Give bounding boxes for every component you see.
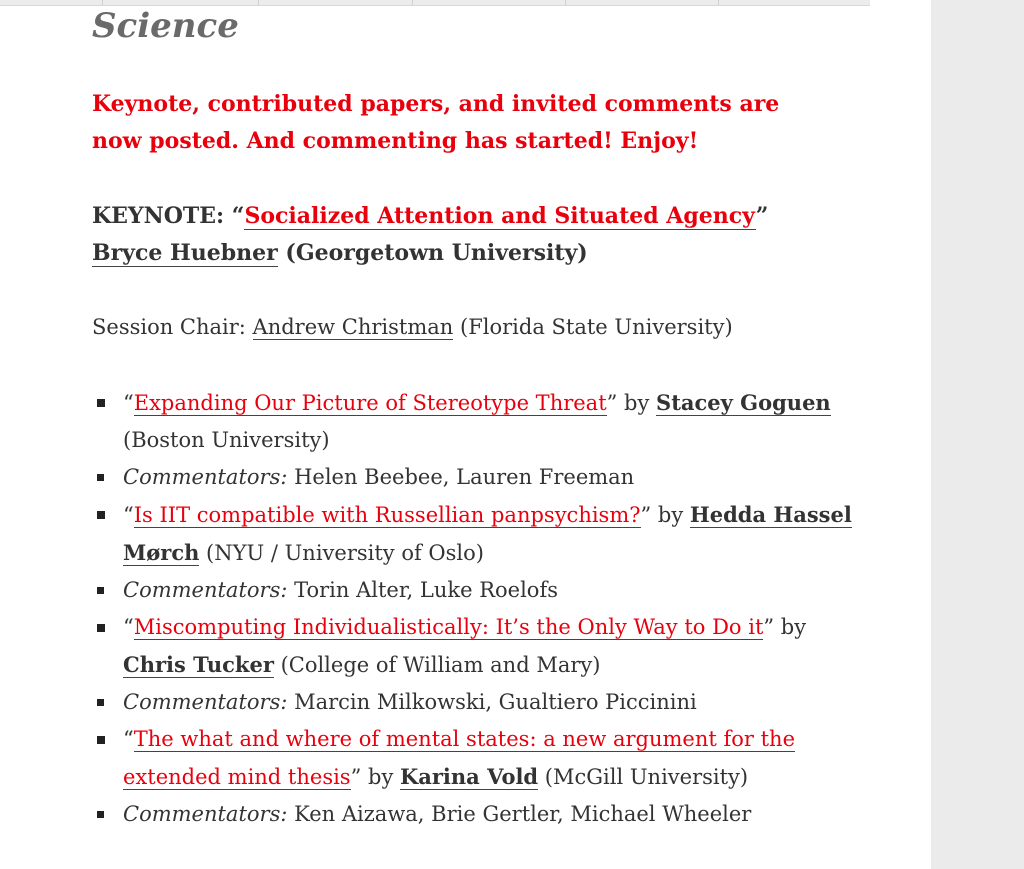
paper-author-link[interactable] bbox=[123, 653, 274, 678]
commentators-label: Commentators: bbox=[123, 578, 288, 602]
paper-title-link[interactable]: The what and where of mental states: a new argument for the extended mind thesis bbox=[123, 727, 796, 789]
by-text: ” by bbox=[763, 615, 807, 639]
by-text: ” by bbox=[606, 391, 657, 415]
paper-author-link[interactable] bbox=[400, 765, 538, 790]
announcement-notice: Keynote, contributed papers, and invited comments are now posted. And commenting has started! Enjoy! bbox=[92, 91, 780, 154]
paper-item bbox=[92, 721, 852, 796]
square-bullet-icon bbox=[97, 399, 105, 407]
keynote-prefix: KEYNOTE: “ bbox=[92, 203, 245, 229]
commentators-names: Helen Beebee, Lauren Freeman bbox=[287, 465, 635, 489]
square-bullet-icon bbox=[97, 587, 104, 594]
commentators-names: Torin Alter, Luke Roelofs bbox=[287, 578, 558, 602]
paper-item bbox=[92, 496, 852, 572]
paper-author-link[interactable] bbox=[656, 391, 831, 416]
paper-author-name: Stacey Goguen bbox=[656, 390, 831, 415]
toolbar-divider bbox=[412, 0, 413, 5]
paper-affiliation: (College of William and Mary) bbox=[273, 653, 601, 677]
session-chair-link[interactable]: Andrew Christman bbox=[252, 315, 454, 339]
right-sidebar-gutter bbox=[931, 0, 1024, 869]
commentators-label: Commentators: bbox=[123, 465, 288, 489]
paper-affiliation: (NYU / University of Oslo) bbox=[199, 541, 484, 565]
by-text: ” by bbox=[640, 503, 690, 527]
square-bullet-icon bbox=[97, 811, 104, 818]
session-chair-prefix: Session Chair: bbox=[92, 315, 253, 339]
keynote-speaker-link[interactable]: Bryce Huebner bbox=[92, 240, 278, 266]
open-quote: “ bbox=[123, 503, 134, 527]
keynote-title-link[interactable]: Socialized Attention and Situated Agency bbox=[244, 203, 756, 229]
by-text: ” by bbox=[350, 765, 400, 789]
paper-list bbox=[92, 384, 852, 833]
square-bullet-icon bbox=[97, 736, 105, 744]
keynote-close-quote: ” bbox=[755, 203, 769, 229]
toolbar-divider bbox=[258, 0, 259, 5]
square-bullet-icon bbox=[97, 699, 104, 706]
commentators-label: Commentators: bbox=[123, 802, 288, 826]
paper-author-name: Chris Tucker bbox=[123, 652, 274, 677]
paper-item bbox=[92, 384, 852, 459]
paper-title-link[interactable]: Miscomputing Individualistically: It’s the Only Way to Do it bbox=[133, 615, 764, 639]
commentators-item bbox=[92, 796, 852, 833]
session-chair-affiliation: (Florida State University) bbox=[453, 315, 733, 339]
paper-affiliation: (McGill University) bbox=[538, 765, 749, 789]
commentators-item bbox=[92, 459, 852, 496]
commentators-names: Marcin Milkowski, Gualtiero Piccinini bbox=[287, 690, 697, 714]
paper-item bbox=[92, 609, 852, 684]
section-heading: Science bbox=[92, 6, 239, 46]
toolbar-divider bbox=[718, 0, 719, 5]
open-quote: “ bbox=[123, 391, 134, 415]
commentators-names: Ken Aizawa, Brie Gertler, Michael Wheeler bbox=[287, 802, 752, 826]
paper-title-link[interactable]: Expanding Our Picture of Stereotype Threat bbox=[133, 391, 607, 415]
open-quote: “ bbox=[123, 727, 134, 751]
paper-author-name: Hedda Hassel Mørch bbox=[123, 502, 852, 565]
toolbar-divider bbox=[102, 0, 103, 5]
square-bullet-icon bbox=[97, 624, 105, 632]
open-quote: “ bbox=[123, 615, 134, 639]
paper-title-link[interactable]: Is IIT compatible with Russellian panpsychism? bbox=[133, 503, 641, 527]
commentators-label: Commentators: bbox=[123, 690, 288, 714]
toolbar-divider bbox=[565, 0, 566, 5]
paper-author-name: Karina Vold bbox=[400, 764, 539, 789]
commentators-item bbox=[92, 572, 852, 609]
commentators-item bbox=[92, 684, 852, 721]
paper-affiliation: (Boston University) bbox=[123, 428, 330, 452]
keynote-affiliation: (Georgetown University) bbox=[277, 240, 588, 266]
square-bullet-icon bbox=[97, 474, 104, 481]
session-chair-line bbox=[92, 309, 872, 346]
square-bullet-icon bbox=[97, 511, 105, 519]
keynote-entry bbox=[92, 198, 832, 272]
